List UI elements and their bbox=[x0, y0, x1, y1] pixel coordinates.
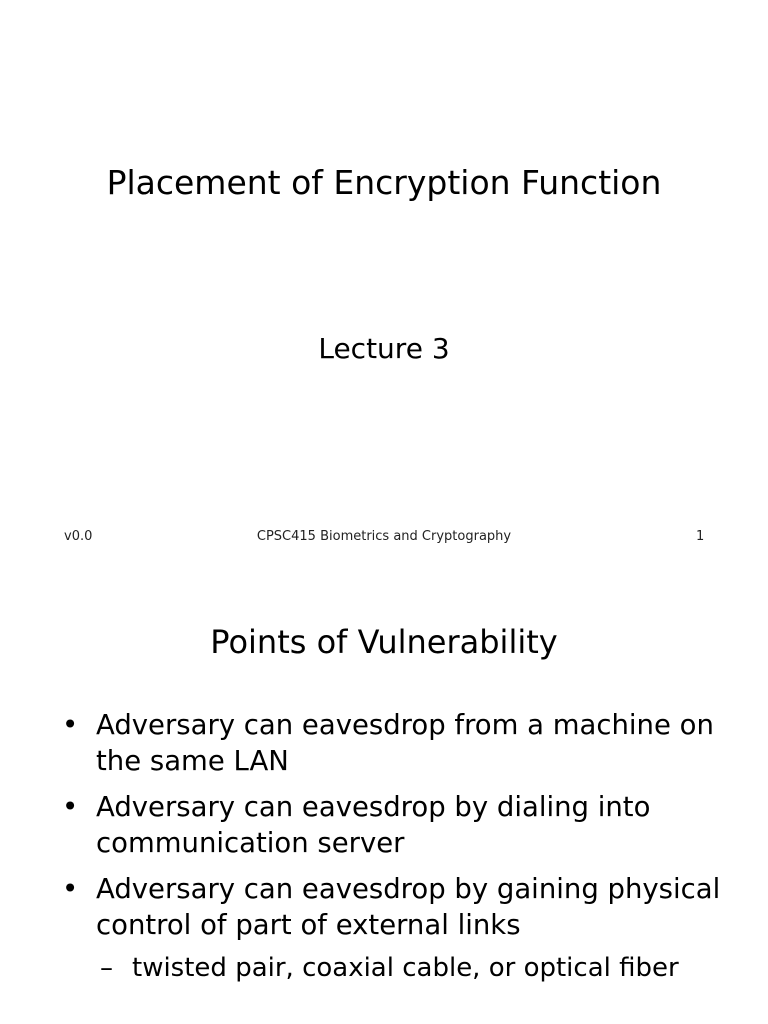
footer-version: v0.0 bbox=[64, 529, 93, 544]
bullet-marker: • bbox=[62, 709, 79, 741]
sub-bullet-text: twisted pair, coaxial cable, or optical fiber bbox=[132, 953, 679, 983]
footer-course: CPSC415 Biometrics and Cryptography bbox=[256, 529, 512, 544]
bullet-list bbox=[60, 707, 740, 995]
footer-page-number: 1 bbox=[696, 529, 705, 544]
bullet-marker: • bbox=[62, 791, 79, 823]
bullet-text: Adversary can eavesdrop by dialing into communication server bbox=[96, 791, 651, 859]
sub-bullet-list bbox=[96, 951, 740, 985]
slide-2 bbox=[0, 565, 768, 1024]
bullet-marker: • bbox=[62, 873, 79, 905]
bullet-text: Adversary can eavesdrop by gaining physical control of part of external links bbox=[96, 873, 721, 941]
slide-title: Points of Vulnerability bbox=[210, 623, 558, 661]
sub-list-item bbox=[96, 951, 740, 985]
bullet-text: Adversary can eavesdrop from a machine on the same LAN bbox=[96, 709, 714, 777]
list-item bbox=[60, 871, 740, 985]
sub-bullet-marker: – bbox=[100, 953, 113, 983]
list-item bbox=[60, 789, 740, 861]
slide-title: Placement of Encryption Function bbox=[106, 163, 662, 202]
slide-subtitle: Lecture 3 bbox=[318, 332, 450, 365]
list-item bbox=[60, 707, 740, 779]
